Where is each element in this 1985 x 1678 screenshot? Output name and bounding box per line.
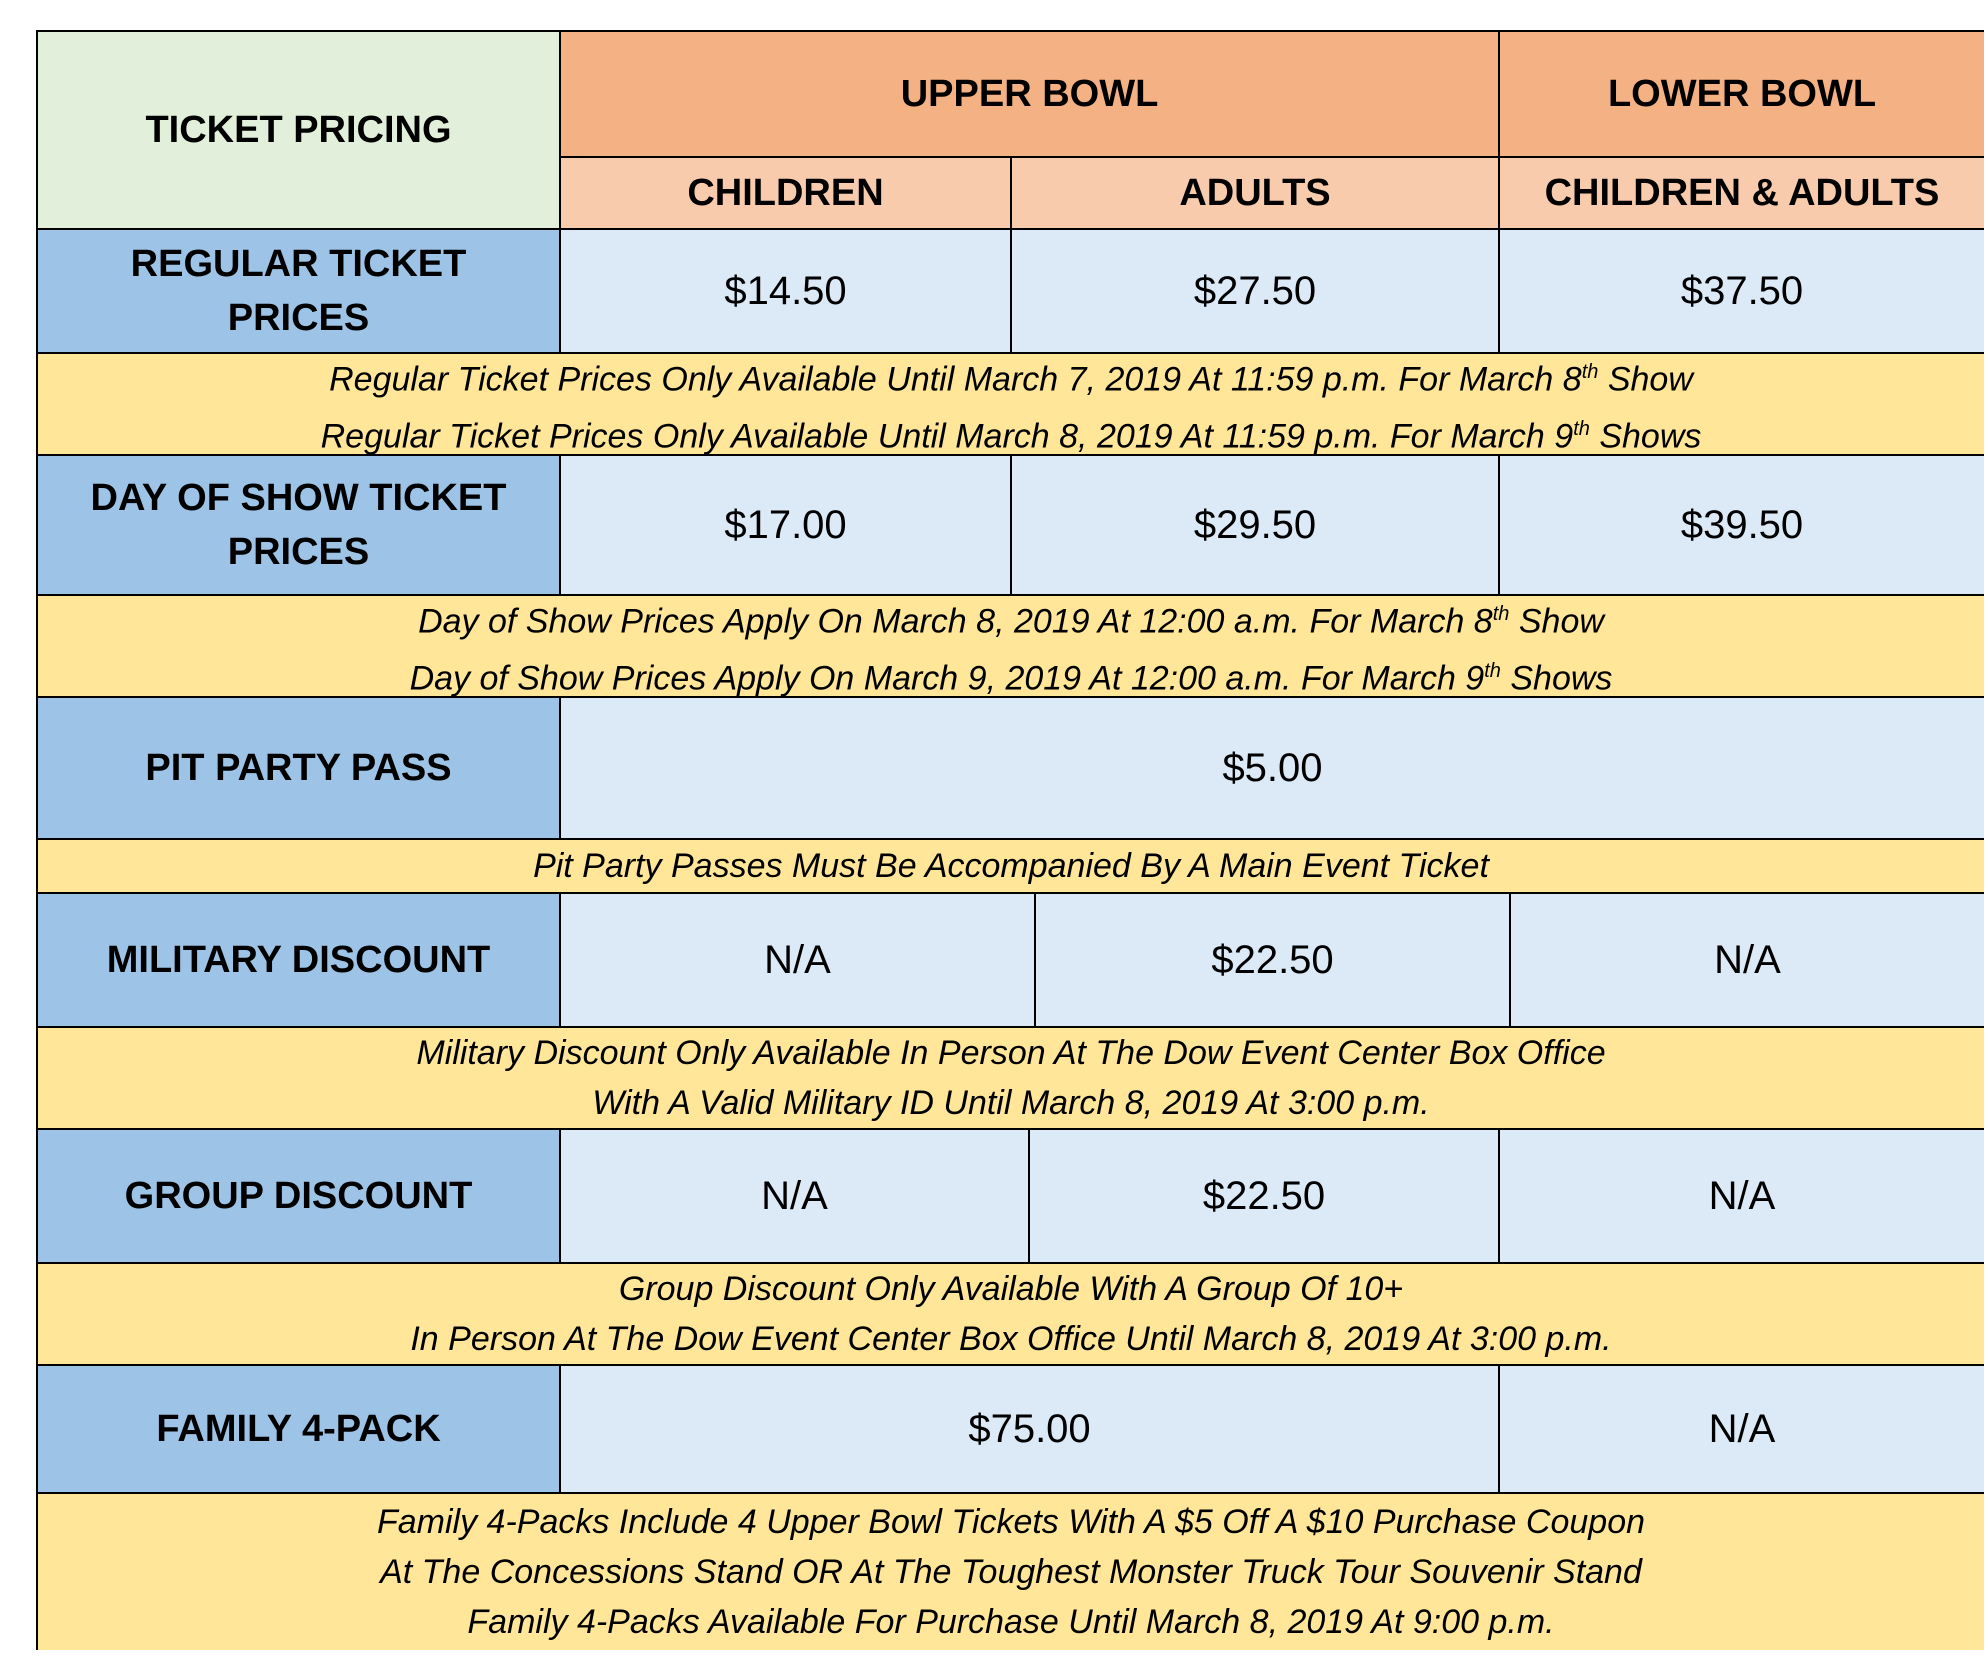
header-upper-bowl-text: UPPER BOWL xyxy=(900,72,1159,115)
header-children-adults xyxy=(1500,158,1984,230)
price-group-children-text: N/A xyxy=(761,1173,828,1218)
header-children xyxy=(561,158,1012,230)
note-day-of-show-line1-b: Show xyxy=(1509,602,1604,640)
note-family xyxy=(38,1494,1984,1650)
note-military-line1: Military Discount Only Available In Person At The Dow Event Center Box Office xyxy=(416,1034,1606,1072)
header-adults-text: ADULTS xyxy=(1179,171,1331,214)
note-day-of-show-line2 xyxy=(410,646,1613,703)
note-family-line2: At The Concessions Stand OR At The Toughest Monster Truck Tour Souvenir Stand xyxy=(380,1553,1642,1591)
price-regular-adults xyxy=(1012,230,1500,354)
note-regular-line1-sup: th xyxy=(1581,360,1599,383)
row-label-regular xyxy=(38,230,561,354)
row-label-group xyxy=(38,1130,561,1264)
price-day-of-show-adults-text: $29.50 xyxy=(1193,502,1317,547)
price-day-of-show-lower-text: $39.50 xyxy=(1680,502,1804,547)
note-pit-party-text: Pit Party Passes Must Be Accompanied By A Main Event Ticket xyxy=(533,847,1489,885)
note-day-of-show-line1-sup: th xyxy=(1492,602,1510,625)
note-regular-line2-sup: th xyxy=(1573,418,1590,440)
row-label-day-of-show xyxy=(38,456,561,596)
ticket-pricing-table xyxy=(36,30,1984,1650)
header-children-adults-text: CHILDREN & ADULTS xyxy=(1544,171,1940,214)
price-group-adults-text: $22.50 xyxy=(1202,1173,1326,1218)
price-day-of-show-adults xyxy=(1012,456,1500,596)
price-family-lower-text: N/A xyxy=(1708,1406,1776,1451)
price-regular-children-text: $14.50 xyxy=(724,268,847,313)
note-group-line1: Group Discount Only Available With A Group Of 10+ xyxy=(618,1270,1404,1308)
row-label-military xyxy=(38,894,561,1028)
price-family-upper xyxy=(561,1366,1500,1494)
price-military-lower xyxy=(1511,894,1984,1028)
row-label-pit-party-text: PIT PARTY PASS xyxy=(145,747,452,789)
price-military-lower-text: N/A xyxy=(1714,937,1781,982)
header-children-text: CHILDREN xyxy=(687,171,884,214)
row-label-day-of-show-line2: PRICES xyxy=(227,531,370,573)
note-day-of-show-line2-a: Day of Show Prices Apply On March 9, 2019 At 12:00 a.m. For March 9 xyxy=(409,659,1485,698)
header-lower-bowl-text: LOWER BOWL xyxy=(1607,72,1877,115)
note-day-of-show-line2-b: Shows xyxy=(1500,659,1613,698)
price-military-adults xyxy=(1036,894,1511,1028)
price-pit-party xyxy=(561,698,1984,840)
price-military-adults-text: $22.50 xyxy=(1211,937,1334,982)
note-regular xyxy=(38,354,1984,456)
row-label-military-text: MILITARY DISCOUNT xyxy=(106,939,491,981)
note-regular-line1 xyxy=(329,347,1693,404)
note-military-line2: With A Valid Military ID Until March 8, 2019 At 3:00 p.m. xyxy=(592,1084,1430,1122)
note-family-line1: Family 4-Packs Include 4 Upper Bowl Tickets With A $5 Off A $10 Purchase Coupon xyxy=(376,1503,1646,1541)
price-regular-lower xyxy=(1500,230,1984,354)
price-day-of-show-children-text: $17.00 xyxy=(724,502,847,547)
note-day-of-show-line1 xyxy=(418,589,1604,646)
note-regular-line1-a: Regular Ticket Prices Only Available Until March 7, 2019 At 11:59 p.m. For March 8 xyxy=(329,360,1582,398)
note-military xyxy=(38,1028,1984,1130)
row-label-pit-party xyxy=(38,698,561,840)
note-group xyxy=(38,1264,1984,1366)
row-label-regular-text: REGULAR TICKET PRICES xyxy=(130,243,467,339)
row-label-group-text: GROUP DISCOUNT xyxy=(124,1175,473,1217)
header-upper-bowl xyxy=(561,32,1500,158)
note-family-line3: Family 4-Packs Available For Purchase Until March 8, 2019 At 9:00 p.m. xyxy=(467,1603,1555,1641)
price-military-children-text: N/A xyxy=(764,937,831,982)
header-lower-bowl xyxy=(1500,32,1984,158)
price-pit-party-text: $5.00 xyxy=(1222,745,1323,790)
header-adults xyxy=(1012,158,1500,230)
note-regular-line1-b: Show xyxy=(1598,360,1693,398)
note-pit-party xyxy=(38,840,1984,894)
note-group-line2: In Person At The Dow Event Center Box Office Until March 8, 2019 At 3:00 p.m. xyxy=(410,1320,1612,1358)
row-label-day-of-show-line1: DAY OF SHOW TICKET xyxy=(90,477,507,519)
row-label-family-text: FAMILY 4-PACK xyxy=(156,1408,441,1450)
price-regular-lower-text: $37.50 xyxy=(1680,268,1804,313)
header-ticket-pricing-text: TICKET PRICING xyxy=(145,108,452,151)
note-regular-line2-a: Regular Ticket Prices Only Available Until March 8, 2019 At 11:59 p.m. For March 9 xyxy=(320,417,1574,456)
note-day-of-show xyxy=(38,596,1984,698)
price-military-children xyxy=(561,894,1036,1028)
price-regular-adults-text: $27.50 xyxy=(1193,268,1317,313)
note-day-of-show-line1-a: Day of Show Prices Apply On March 8, 2019 At 12:00 a.m. For March 8 xyxy=(418,602,1493,640)
note-regular-line2 xyxy=(321,404,1702,461)
price-group-lower-text: N/A xyxy=(1708,1173,1776,1218)
price-group-adults xyxy=(1030,1130,1500,1264)
price-group-children xyxy=(561,1130,1030,1264)
price-family-upper-text: $75.00 xyxy=(968,1406,1091,1451)
price-family-lower xyxy=(1500,1366,1984,1494)
price-day-of-show-children xyxy=(561,456,1012,596)
price-day-of-show-lower xyxy=(1500,456,1984,596)
header-ticket-pricing xyxy=(38,32,561,230)
price-regular-children xyxy=(561,230,1012,354)
row-label-family xyxy=(38,1366,561,1494)
note-regular-line2-b: Shows xyxy=(1589,417,1702,456)
price-group-lower xyxy=(1500,1130,1984,1264)
note-day-of-show-line2-sup: th xyxy=(1484,660,1501,682)
